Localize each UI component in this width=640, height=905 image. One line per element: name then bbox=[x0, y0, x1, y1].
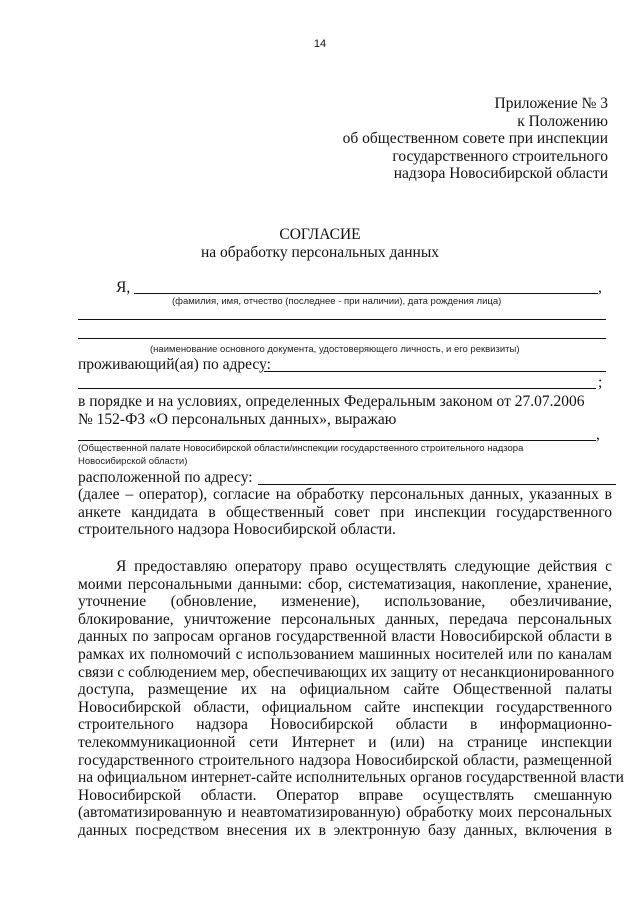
appendix-line: об общественном совете при инспекции bbox=[342, 130, 608, 147]
appendix-line: государственного строительного bbox=[392, 147, 608, 165]
paragraph-line: рамках их полномочий с использованием машинных носителей или по каналам bbox=[78, 645, 612, 663]
paragraph-line: Новосибирской области, официальном сайте инспекции государственного bbox=[78, 698, 612, 716]
residing-address-field-2[interactable] bbox=[78, 388, 596, 389]
paragraph-line: блокирование, уничтожение персональных данных, передача персональных bbox=[78, 610, 612, 628]
operator-line: (далее – оператор), согласие на обработку персональных данных, указанных в bbox=[78, 486, 612, 503]
paragraph-line: доступа, размещение их на официальном сайте Общественной палаты bbox=[78, 681, 612, 699]
i-label: Я, bbox=[116, 279, 131, 296]
paragraph-line: данных по запросам органов государственной власти Новосибирской области в bbox=[78, 628, 612, 646]
appendix-line: к Положению bbox=[517, 112, 608, 130]
paragraph-line: связи с соблюдением мер, обеспечивающих их защиту от несанкционированного bbox=[78, 663, 615, 681]
semicolon: ; bbox=[598, 374, 603, 391]
organization-field[interactable] bbox=[78, 440, 596, 441]
document-title bbox=[0, 226, 640, 262]
located-label: расположенной по адресу: bbox=[78, 469, 253, 486]
appendix-line: Приложение № 3 bbox=[494, 95, 608, 112]
fio-caption: (фамилия, имя, отчество (последнее - при наличии), дата рождения лица) bbox=[172, 296, 502, 307]
paragraph-line: телекоммуникационной сети Интернет и (или) на странице инспекции bbox=[78, 733, 612, 751]
document-field-line-2[interactable] bbox=[78, 338, 606, 339]
paragraph-line: (автоматизированную и неавтоматизированную) обработку моих персональных bbox=[78, 804, 612, 822]
operator-line: анкете кандидата в общественный совет при инспекции государственного bbox=[78, 503, 612, 521]
comma: , bbox=[598, 279, 602, 296]
paragraph-line: на официальном интернет-сайте исполнительных органов государственной власти bbox=[78, 769, 624, 787]
paragraph-line: уточнение (обновление, изменение), использование, обезличивание, bbox=[78, 593, 612, 611]
paragraph-line: Новосибирской области. Оператор вправе осуществлять смешанную bbox=[78, 786, 612, 804]
paragraph-line: строительного надзора Новосибирской области в информационно- bbox=[78, 716, 612, 734]
title-subheading: на обработку персональных данных bbox=[201, 244, 439, 261]
residing-address-field[interactable] bbox=[264, 371, 606, 372]
page-number: 14 bbox=[313, 38, 327, 50]
fio-field[interactable] bbox=[134, 293, 598, 294]
order-line: № 152-ФЗ «О персональных данных», выражаю bbox=[78, 411, 397, 428]
appendix-header bbox=[343, 95, 608, 183]
located-address-field[interactable] bbox=[258, 484, 616, 485]
document-caption: (наименование основного документа, удостоверяющего личность, и его реквизиты) bbox=[150, 344, 520, 355]
appendix-line: надзора Новосибирской области bbox=[393, 165, 608, 182]
residing-label: проживающий(ая) по адресу: bbox=[78, 356, 271, 373]
paragraph-line: Я предоставляю оператору право осуществлять следующие действия с bbox=[116, 558, 612, 575]
title-heading: СОГЛАСИЕ bbox=[279, 226, 361, 243]
paragraph-line: государственного строительного надзора Новосибирской области, размещенной bbox=[78, 751, 612, 769]
organization-caption: Новосибирской области) bbox=[78, 456, 188, 467]
operator-block bbox=[78, 486, 612, 539]
comma: , bbox=[596, 426, 600, 443]
operator-line: строительного надзора Новосибирской области. bbox=[78, 521, 396, 538]
paragraph-line: моими персональными данными: сбор, систематизация, накопление, хранение, bbox=[78, 575, 612, 593]
paragraph-line: данных посредством внесения их в электронную базу данных, включения в bbox=[78, 821, 612, 839]
order-line: в порядке и на условиях, определенных Федеральным законом от 27.07.2006 bbox=[78, 393, 585, 410]
document-field-line-1[interactable] bbox=[78, 319, 606, 320]
organization-caption: (Общественной палате Новосибирской области/инспекции государственного строительного надзора bbox=[78, 443, 524, 454]
consent-paragraph bbox=[78, 558, 624, 840]
